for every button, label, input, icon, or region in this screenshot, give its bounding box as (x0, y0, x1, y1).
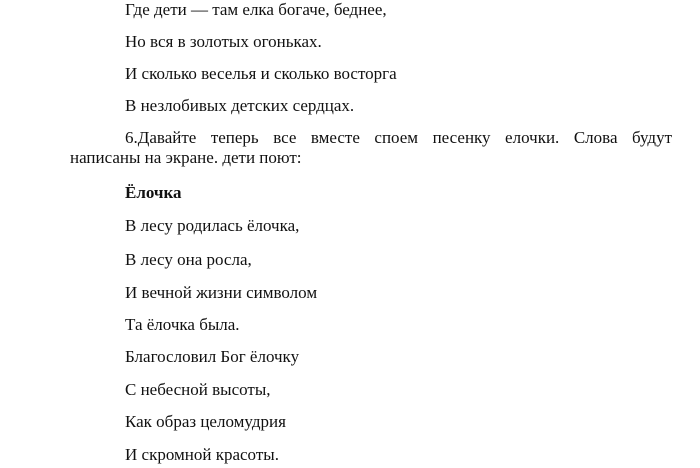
poem-line: И сколько веселья и сколько восторга (125, 64, 397, 83)
song-line: С небесной высоты, (125, 380, 271, 399)
instruction-line-2: написаны на экране. дети поют: (70, 148, 302, 167)
song-line: В лесу она росла, (125, 250, 252, 269)
song-line: Та ёлочка была. (125, 315, 240, 334)
song-title: Ёлочка (125, 183, 182, 202)
instruction-line-1: 6.Давайте теперь все вместе споем песенку елочки. Слова будут (125, 128, 672, 147)
song-line: Благословил Бог ёлочку (125, 347, 300, 366)
song-line: В лесу родилась ёлочка, (125, 216, 300, 235)
song-line: Как образ целомудрия (125, 412, 286, 431)
instruction-paragraph (70, 128, 672, 168)
poem-line: Где дети — там елка богаче, беднее, (125, 0, 387, 19)
poem-line: В незлобивых детских сердцах. (125, 96, 355, 115)
song-line: И вечной жизни символом (125, 283, 318, 302)
poem-line: Но вся в золотых огоньках. (125, 32, 322, 51)
song-line: И скромной красоты. (125, 445, 279, 464)
